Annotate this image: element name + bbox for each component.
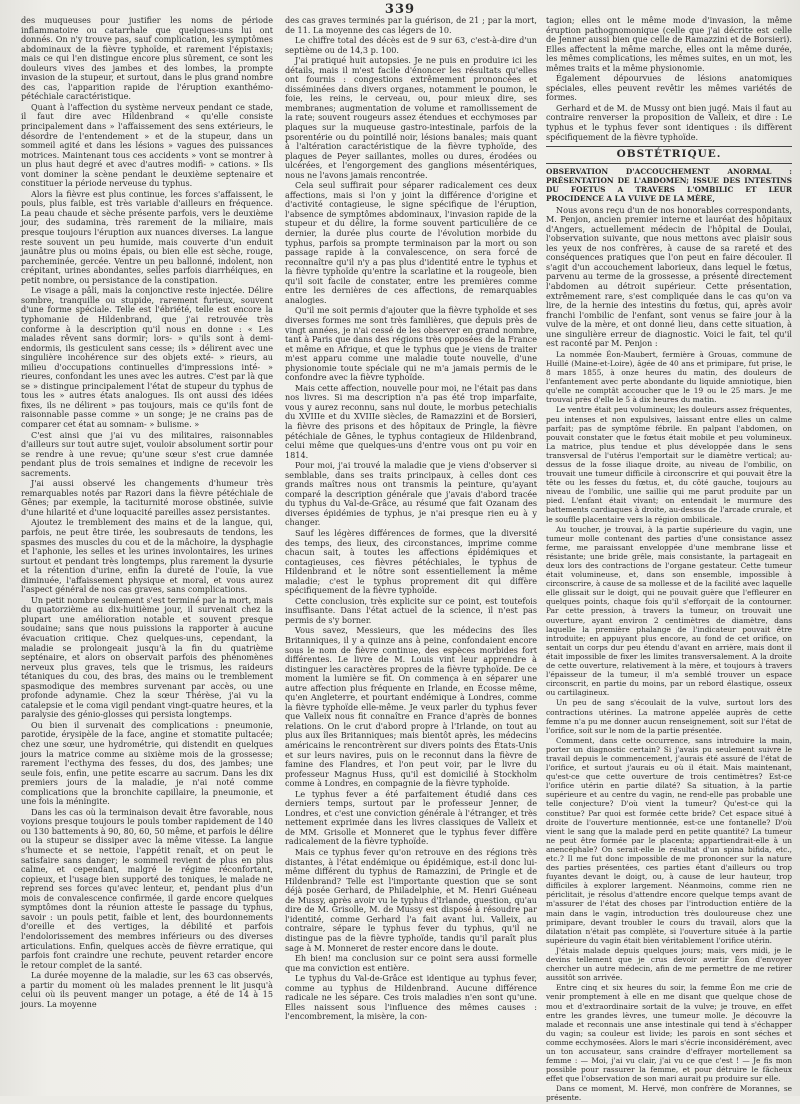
paragraph: Nous avons reçu d'un de nos honorables correspondants, M. Penjon, ancien premier interne et lauréat des hôpitaux d'Angers, actuellement médecin de l'hôpital de Doulai, l'observation suivante, que nous mettons avec plaisir sous les yeux de nos confrères, à cause de sa rareté et des conséquences pratiques que l'on peut en faire découler. Il s'agit d'un accouchement laborieux, dans lequel le fœtus, parvenu au terme de la grossesse, a présenté directement l'abdomen au détroit supérieur. Cette présentation, extrêmement rare, s'est compliquée dans le cas qu'on va lire, de la hernie des intestins du fœtus, qui, après avoir franchi l'ombilic de l'enfant, sont venus se faire jour à la vulve de la mère, et ont donné lieu, dans cette situation, à une singulière erreur de diagnostic. Voici le fait, tel qu'il est raconté par M. Penjon : [546,204,792,349]
paragraph: Dans ce moment, M. Hervé, mon confrère de Morannes, se présente. [546,1084,792,1103]
paragraph: Un peu de sang s'écoulait de la vulve, surtout lors des contractions utérines. La matrone appelée auprès de cette femme n'a pu me donner aucun renseignement, soit sur l'état de l'orifice, soit sur le nom de la partie présentée. [546,698,792,735]
paragraph: Ou bien il survenait des complications : pneumonie, parotide, érysipèle de la face, angine et stomatite pultacée; chez une sœur, une hydrométrie, qui distendit en quelques jours la matrice comme au sixième mois de la grossesse; rarement l'ecthyma des fesses, du dos, des jambes; une seule fois, enfin, une petite escarre au sacrum. Dans les dix premiers jours de la maladie, je n'ai noté comme complications que la bronchite capillaire, la pneumonie, et une fois la méningite. [21,719,273,807]
paragraph: Mais ce typhus fever qu'on retrouve en des régions très distantes, à l'état endémique ou épidémique, est-il donc lui-même différent du typhus de Ramazzini, de Pringle et de Hildenbrand? Telle est l'importante question que se sont déjà posée Gerhard, de Philadelphie, et M. Henri Guéneau de Mussy, après avoir vu le typhus d'Irlande, question, qu'au dire de M. Grisolle, M. de Mussy est disposé à résoudre par l'identité, comme Gerhard l'a fait avant lui. Valleix, au contraire, sépare le typhus fever du typhus, qu'il ne distingue pas de la fièvre typhoïde, tandis qu'il paraît plus sage à M. Monneret de rester encore dans le doute. [285,847,537,953]
paragraph: Entre cinq et six heures du soir, la femme Éon me crie de venir promptement à elle en me disant que quelque chose de mou et d'extraordinaire sortait de la vulve; je trouve, en effet entre les grandes lèvres, une tumeur molle. Je découvre la malade et reconnais une anse intestinale qui tend à s'échapper du vagin; sa couleur est livide; les parois en sont séches et comme ecchymosées. Alors le mari s'écrie inconsidérément, avec un ton accusateur, sans craindre d'effrayer mortellement sa femme : — Moi, j'ai vu clair, j'ai vu ce que c'est ! — Je fis mon possible pour rassurer la femme, et pour détruire le fâcheux effet que l'observation de son mari aurait pu produire sur elle. [546,983,792,1084]
paragraph: tagion; elles ont le même mode d'invasion, la même éruption pathognomonique (celle que j'ai décrite est celle de Jenner aussi bien que celle de Ramazzini et de Borsieri). Elles affectent la même marche, elles ont la même durée, les mêmes complications, les mêmes suites, en un mot, les mêmes traits et la même physionomie. [546,15,792,73]
observation-heading: OBSERVATION D'ACCOUCHEMENT ANORMAL : PRÉSENTATION DE L'ABDOMEN; ISSUE DES INTESTINS DU FOETUS A TRAVERS L'OMBILIC ET LEUR PROCIDENCE A LA VULVE DE LA MÈRE, [546,166,792,203]
paragraph: Sauf les légères différences de formes, que la diversité des temps, des lieux, des circonstances, imprime comme chacun sait, à toutes les affections épidémiques et contagieuses, ces fièvres pétéchiales, le typhus de Hildenbrand et le nôtre sont essentiellement la même maladie; c'est le typhus proprement dit qui diffère spécifiquement de la fièvre typhoïde. [285,527,537,596]
paragraph: Dans les cas où la terminaison devait être favorable, nous voyions presque toujours le pouls tomber rapidement de 140 ou 130 battements à 90, 80, 60, 50 même, et parfois le délire ou la stupeur se dissiper avec la même vitesse. La langue s'humecte et se nettoie, l'appétit renaît, et on peut le satisfaire sans danger; le sommeil revient de plus en plus calme, et cependant, malgré le régime réconfortant, copieux, et l'usage bien supporté des toniques, le malade ne reprend ses forces qu'avec lenteur, et, pendant plus d'un mois de convalescence confirmée, il garde encore quelques symptômes dont la réunion atteste le passage du typhus, savoir : un pouls petit, faible et lent, des bourdonnements d'oreille et des vertiges, la débilité et parfois l'endolorissement des membres inférieurs ou des diverses articulations. Enfin, quelques accès de fièvre erratique, qui parfois font craindre une rechute, peuvent retarder encore le retour complet de la santé. [21,806,273,970]
paragraph: Le visage a pâli, mais la conjonctive reste injectée. Délire sombre, tranquille ou stupide, rarement furieux, souvent d'une forme spéciale. Telle est l'ébriété, telle est encore la typhomanie de Hildenbrand, que j'ai retrouvée très conforme à la description qu'il nous en donne : « Les malades rêvent sans dormir; lors- » qu'ils sont à demi-endormis, ils gesticulent sans cesse; ils » délirent avec une singulière incohérence sur des objets exté- » rieurs, au milieu d'occupations continuelles d'impressions inté- » rieures, confondant les unes avec les autres. C'est par là que se » distingue principalement l'état de stupeur du typhus de tous les » autres états analogues. Ils ont aussi des idées fixes, ils ne délirent » pas toujours, mais ce qu'ils font de raisonnable passe comme » un songe; je ne crains pas de comparer cet état au somnam- » bulisme. » [21,285,273,429]
paragraph: Le typhus du Val-de-Grâce est identique au typhus fever, comme au typhus de Hildenbrand. Aucune différence radicale ne les sépare. Ces trois maladies n'en sont qu'une. Elles naissent sous l'influence des mêmes causes : l'encombrement, la misère, la con- [285,973,537,1022]
paragraph: C'est ainsi que j'ai vu des militaires, raisonnables d'ailleurs sur tout autre sujet, vouloir absolument sortir pour se rendre à une revue; qu'une sœur s'est crue damnée pendant plus de trois semaines et indigne de recevoir les sacrements. [21,429,273,478]
column-1 [21,16,273,1010]
paragraph: Un petit nombre seulement s'est terminé par la mort, mais du quatorzième au dix-huitième jour, il survenait chez la plupart une amélioration notable et souvent presque soudaine; sans que nous puissions la rapporter à aucune évacuation critique. Chez quelques-uns, cependant, la maladie se prolongeait jusqu'à la fin du quatrième septénaire, et alors on observait parfois des phénomènes nerveux plus graves, tels que le trismus, les raideurs tétaniques du cou, des bras, des mains ou le tremblement spasmodique des membres survenant par accès, ou une profonde adynamie. Chez la sœur Thérèse, j'ai vu la catalepsie et le coma vigil pendant vingt-quatre heures, et la paralysie des génio-glosses qui persista longtemps. [21,594,273,720]
paragraph: Mais cette affection, nouvelle pour moi, ne l'était pas dans nos livres. Si ma description n'a pas été trop imparfaite, vous y aurez reconnu, sans nul doute, le morbus petechialis du XVIIIe et du XVIIIe siècles, de Ramazzini et de Borsieri, la fièvre des prisons et des hôpitaux de Pringle, la fièvre pétéchiale de Gênes, le typhus contagieux de Hildenbrand, celui même que quelques-uns d'entre vous ont pu voir en 1814. [285,382,537,460]
paragraph: Eh bien! ma conclusion sur ce point sera aussi formelle que ma conviction est entière. [285,953,537,973]
section-title: OBSTÉTRIQUE. [546,146,792,164]
paragraph: Ajoutez le tremblement des mains et de la langue, qui, parfois, ne peut être tirée, les soubresauts de tendons, les spasmes des muscles du cou et de la mâchoire, la dysphagie et l'aphonie, les selles et les urines involontaires, les urines surtout et pendant très longtemps, plus rarement la dysurie et la rétention d'urine, enfin la dureté de l'ouïe, la vue diminuée, l'affaissement physique et moral, et vous aurez l'aspect général de nos cas graves, sans complications. [21,517,273,595]
paragraph: J'ai pratiqué huit autopsies. Je ne puis en produire ici les détails, mais il m'est facile d'énoncer les résultats qu'elles ont fournis : congestions extrêmement prononcées et disséminées dans divers organes, notamment le poumon, le foie, les reins, le cerveau, ou, pour mieux dire, ses membranes; augmentation de volume et ramollissement de la rate; souvent rougeurs assez étendues et ecchymoses par plaques sur la muqueuse gastro-intestinale, parfois de la psorentérie ou du pointillé noir, lésions banales; mais quant à l'altération caractéristique de la fièvre typhoïde, des plaques de Peyer saillantes, molles ou dures, érodées ou ulcérées, et l'engorgement des ganglions mésentériques, nous ne l'avons jamais rencontrée. [285,55,537,180]
page-number: 339 [384,2,416,17]
column-3 [546,16,792,1104]
paragraph: La nommée Éon-Maubert, fermière à Grouas, commune de Huillé (Maine-et-Loire), âgée de 40 ans et primipare, fut prise, le 8 mars 1855, à onze heures du matin, des douleurs de l'enfantement avec perte abondante du liquide amniotique, bien qu'elle ne comptât accoucher que le 19 ou le 25 mars. Je me trouvai près d'elle le 5 à dix heures du matin. [546,349,792,405]
paragraph: Cette conclusion, très explicite sur ce point, est toutefois insuffisante. Dans l'état actuel de la science, il n'est pas permis de s'y borner. [285,595,537,625]
paragraph: Vous savez, Messieurs, que les médecins des îles Britanniques, il y a quinze ans à peine, confondaient encore sous le nom de fièvre continue, des espèces morbides fort différentes. Le livre de M. Louis vint leur apprendre à distinguer les caractères propres de la fièvre typhoïde. De ce moment la lumière se fit. On commença à en séparer une autre affection plus fréquente en Irlande, en Écosse même, qu'en Angleterre, et pourtant endémique à Londres, comme la fièvre typhoïde elle-même. Je veux parler du typhus fever que Valleix nous fit connaître en France d'après de bonnes relations. On le crut d'abord propre à l'Irlande, on tout au plus aux îles Britanniques; mais bientôt après, les médecins américains le rencontrèrent sur divers points des États-Unis et sur leurs navires, puis on le reconnut dans la fièvre de famine des Flandres, et l'on peut voir, par le livre du professeur Magnus Huss, qu'il est domicilié à Stockholm comme à Londres, en compagnie de la fièvre typhoïde. [285,625,537,789]
column-2 [285,16,537,1023]
paragraph: La durée moyenne de la maladie, sur les 63 cas observés, a partir du moment où les malades prennent le lit jusqu'à celui où ils peuvent manger un potage, a été de 14 à 15 jours. La moyenne [21,970,273,1009]
paragraph: Qu'il me soit permis d'ajouter que la fièvre typhoïde et ses diverses formes me sont très familières, que depuis près de vingt années, je n'ai cessé de les observer en grand nombre, tant à Paris que dans des régions très opposées de la France et même en Afrique, et que le typhus que je viens de traiter m'est apparu comme une maladie toute nouvelle, d'une physionomie toute spéciale qui ne m'a jamais permis de le confondre avec la fièvre typhoïde. [285,305,537,383]
paragraph: Le ventre était peu volumineux; les douleurs assez fréquentes, peu intenses et non expulsives, laissant entre elles un calme parfait; pas de symptôme fébrile. En palpant l'abdomen, on pouvait constater que le fœtus était mobile et peu volumineux. La matrice, plus tendue et plus développée dans le sens transversal de l'utérus l'emportait sur le diamètre vertical; au-dessus de la fosse iliaque droite, au niveau de l'ombilic, on trouvait une tumeur difficile à circonscrire et qui pouvait être la tête ou les fesses du fœtus, et, du côté gauche, toujours au niveau de l'ombilic, une saillie qui me parut produite par un pied. L'enfant était vivant; on entendait le murmure des battements cardiaques à droite, au-dessus de l'arcade crurale, et le souffle placentaire vers la région ombilicale. [546,405,792,524]
paragraph: Gerhard et de M. de Mussy ont bien jugé. Mais il faut au contraire renverser la proposition de Valleix, et dire : Le typhus et le typhus fever sont identiques : ils diffèrent spécifiquement de la fièvre typhoïde. [546,102,792,142]
paragraph: J'ai aussi observé les changements d'humeur très remarquables notés par Razori dans la fièvre pétéchiale de Gênes; par exemple, la taciturnité morose obstinée, suivie d'une hilarité et d'une loquacité pareilles assez persistantes. [21,478,273,517]
paragraph: Comment, dans cette occurrence, sans introduire la main, porter un diagnostic certain? Si j'avais pu seulement suivre le travail depuis le commencement, j'aurais été assuré de l'état de l'orifice, et surtout j'aurais eu où il était. Mais maintenant, qu'est-ce que cette ouverture de trois centimètres? Est-ce l'orifice utérin en partie dilaté? Sa situation, à la partie supérieure et au centre du vagin, ne rend-elle pas probable une telle conjecture? D'où vient la tumeur? Qu'est-ce qui la constitue? Par quoi est formée cette bride? Cet espace situé à droite de l'ouverture mentionnée, est-ce une fontanelle? D'où vient le sang que la malade perd en petite quantité? La tumeur ne peut être formée par le placenta; appartiendrait-elle à un anencéphale? On serait-elle le résultat d'un spina bifida, etc., etc.? Il me fut donc impossible de me prononcer sur la nature des parties présentées, ces parties étant d'ailleurs ou trop fuyantes devant le doigt, ou, à cause de leur hauteur, trop difficiles à explorer largement. Néanmoins, comme rien ne périclitait, je résolus d'attendre encore quelque temps avant de m'assurer de l'état des choses par l'introduction entière de la main dans le vagin, introduction très douloureuse chez une primipare, devant troubler le cours du travail, alors que la dilatation n'était pas complète, si l'ouverture située à la partie supérieure du vagin était bien véritablement l'orifice utérin. [546,735,792,945]
case-report [546,350,792,1103]
paragraph: Le typhus fever a été parfaitement étudié dans ces derniers temps, surtout par le professeur Jenner, de Londres, et c'est une conviction générale à l'étranger, et très nettement exprimée dans les livres classiques de Valleix et de MM. Grisolle et Monneret que le typhus fever diffère radicalement de la fièvre typhoïde. [285,788,537,847]
paragraph: Au toucher, je trouvai, à la partie supérieure du vagin, une tumeur molle contenant des parties d'une consistance assez ferme, me paraissant enveloppée d'une membrane lisse et résistante; une bride grêle, mais consistante, la partageait en deux lors des contractions de l'organe gestateur. Cette tumeur était volumineuse, et, dans son ensemble, impossible à circonscrire, à cause de sa mollesse et de la facilité avec laquelle elle glissait sur le doigt, qui ne pouvait guère que l'effleurer en quelques points, chaque fois qu'il s'efforçait de la contourner. Par cette pression, à travers la tumeur, on trouvait une ouverture, ayant environ 2 centimètres de diamètre, dans laquelle la première phalange de l'indicateur pouvait être introduite; en appuyant plus encore, au fond de cet orifice, on sentait un corps dur peu étendu d'avant en arrière, mais dont il était impossible de fixer les limites transversalement. A la droite de cette ouverture, relativement à la mère, et toujours à travers l'épaisseur de la tumeur, il m'a semblé trouver un espace circonscrit, en partie du moins, par un rebord élastique, osseux ou cartilagineux. [546,524,792,698]
paragraph: Cela seul suffirait pour séparer radicalement ces deux affections, mais si l'on y joint la différence d'origine et d'activité contagieuse, le signe spécifique de l'éruption, l'absence de symptômes abdominaux, l'invasion rapide de la stupeur et du délire, la forme souvent particulière de ce dernier, la durée plus courte de l'évolution morbide du typhus, parfois sa prompte terminaison par la mort ou son passage rapide à la convalescence, on sera forcé de reconnaître qu'il n'y a pas plus d'identité entre le typhus et la fièvre typhoïde qu'entre la scarlatine et la rougeole, bien qu'il soit facile de constater, entre les premières comme entre les dernières de ces affections, de remarquables analogies. [285,180,537,305]
paragraph: Pour moi, j'ai trouvé la maladie que je viens d'observer si semblable, dans ses traits principaux, à celles dont ces grands maîtres nous ont transmis la peinture, qu'ayant comparé la description générale que j'avais d'abord tracée du typhus du Val-de-Grâce, au résumé que fait Ozanam des diverses épidémies de typhus, je n'ai presque rien eu à y changer. [285,460,537,528]
paragraph: Quant à l'affection du système nerveux pendant ce stade, il faut dire avec Hildenbrand « qu'elle consiste principalement dans » l'affaissement des sens extérieurs, le désordre de l'entendement » et de la stupeur, dans un sommeil agité et dans les lésions » vagues des puissances motrices. Maintenant tous ces accidents » vont se montrer à un plus haut degré et avec d'autres modifi- » cations. » Ils vont dominer la scène pendant le deuxième septenaire et constituer la période nerveuse du typhus. [21,101,273,189]
paragraph: Le chiffre total des décès est de 9 sur 63, c'est-à-dire d'un septième ou de 14,3 p. 100. [285,35,537,55]
paragraph: Alors la fièvre est plus continue, les forces s'affaissent, le pouls, plus faible, est très variable d'ailleurs en fréquence. La peau chaude et sèche présente parfois, vers le deuxième jour, des sudamina, très rarement de la miliaire, mais presque toujours l'éruption aux nuances diverses. La langue reste souvent un peu humide, mais couverte d'un enduit jaunâtre plus ou moins épais, ou bien elle est sèche, rouge, parcheminée, gercée. Ventre un peu ballonné, indolent, non crépitant, urines abondantes, selles parfois diarrhéiques, en petit nombre, ou persistance de la constipation. [21,188,273,285]
paragraph: Également dépourvues de lésions anatomiques spéciales, elles peuvent revêtir les mêmes variétés de formes. [546,73,792,103]
paragraph: J'étais malade depuis quelques jours; mais, vers midi, je le devins tellement que je crus devoir avertir Éon d'envoyer chercher un autre médecin, afin de me permettre de me retirer aussitôt son arrivée. [546,945,792,983]
paragraph: des cas graves terminés par la guérison, de 21 ; par la mort, de 11. La moyenne des cas légers de 10. [285,15,537,35]
paragraph: des muqueuses pour justifier les noms de période inflammatoire ou catarrhale que quelques-uns lui ont donnés. On n'y trouve pas, sauf complication, les symptômes abdominaux de la fièvre typhoïde, et rarement l'épistaxis; mais ce qui l'en distingue encore plus sûrement, ce sont les douleurs vives des jambes et des lombes, la prompte invasion de la stupeur, et surtout, dans le plus grand nombre des cas, l'apparition rapide de l'éruption exanthémo-pétéchiale caractéristique. [21,15,273,102]
